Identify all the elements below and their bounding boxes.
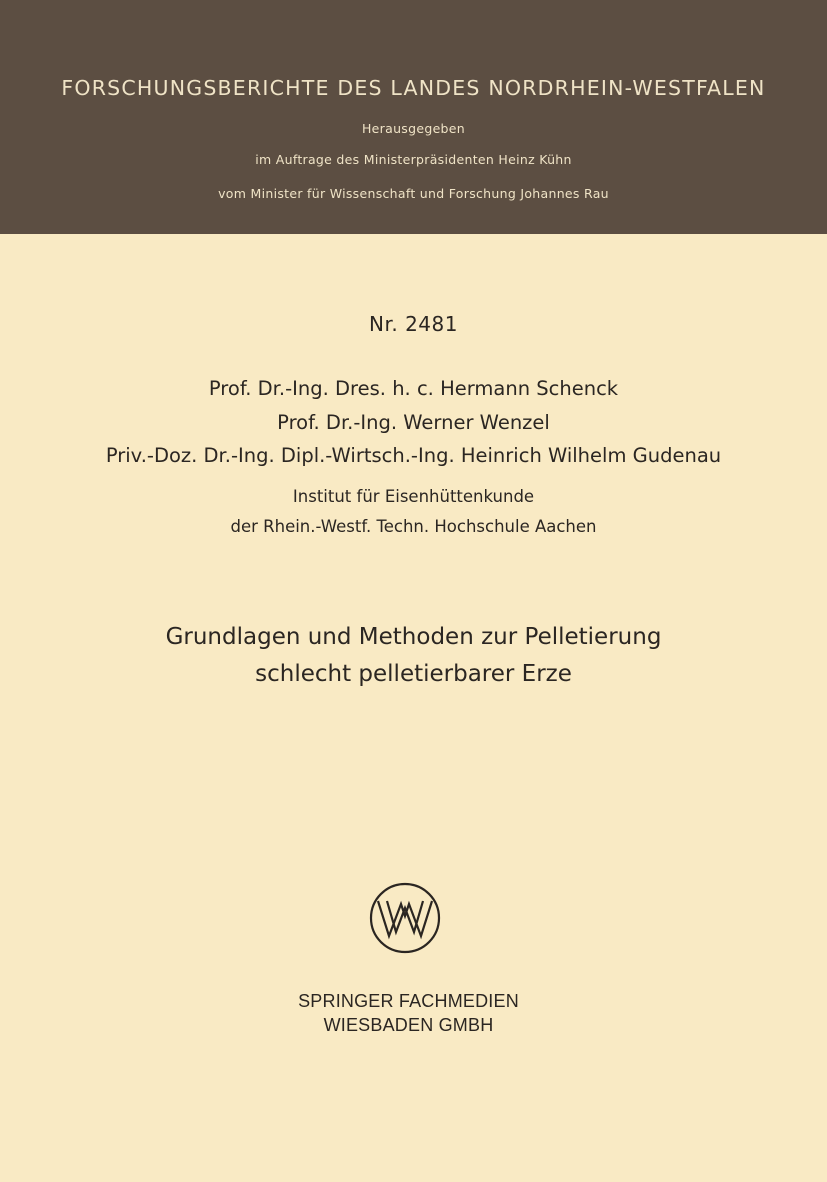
editor-line-1: Herausgegeben (361, 121, 466, 136)
book-title-line-1: Grundlagen und Methoden zur Pelletierung (165, 624, 662, 650)
author-1: Prof. Dr.-Ing. Dres. h. c. Hermann Schenck (208, 377, 619, 400)
series-title: FORSCHUNGSBERICHTE DES LANDES NORDRHEIN-WESTFALEN (61, 76, 766, 100)
report-number: Nr. 2481 (369, 312, 458, 336)
publisher-name-line-1: SPRINGER FACHMEDIEN (298, 991, 519, 1011)
publisher-name-line-2: WIESBADEN GMBH (323, 1015, 494, 1035)
book-title-line-2: schlecht pelletierbarer Erze (255, 661, 572, 687)
series-header-band (0, 0, 827, 234)
institute-line-1: Institut für Eisenhüttenkunde (292, 487, 535, 506)
author-2: Prof. Dr.-Ing. Werner Wenzel (277, 411, 550, 434)
editor-line-2: im Auftrage des Ministerpräsidenten Heinz Kühn (255, 152, 572, 167)
editor-line-3: vom Minister für Wissenschaft und Forschung Johannes Rau (218, 186, 609, 201)
publisher-logo-icon (369, 882, 441, 954)
institute-line-2: der Rhein.-Westf. Techn. Hochschule Aachen (230, 517, 597, 536)
author-3: Priv.-Doz. Dr.-Ing. Dipl.-Wirtsch.-Ing. Heinrich Wilhelm Gudenau (105, 444, 722, 467)
